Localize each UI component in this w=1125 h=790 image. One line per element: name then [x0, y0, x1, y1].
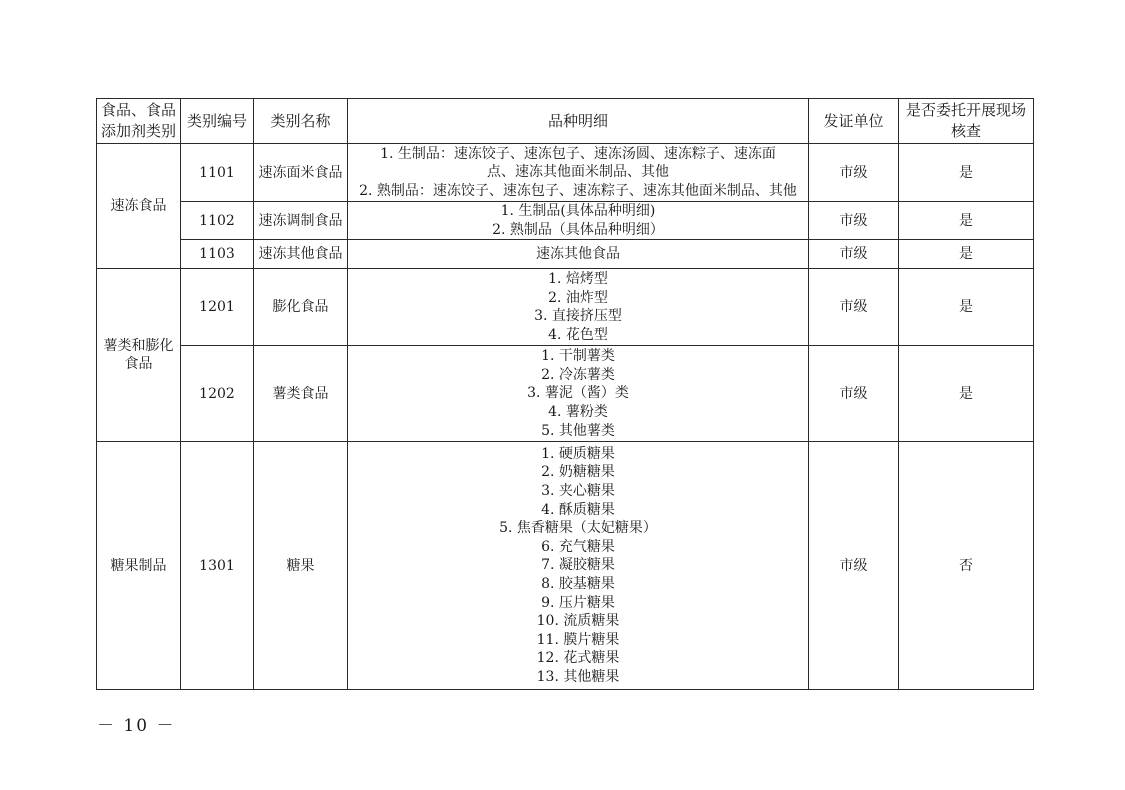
detail-line: 2. 熟制品：速冻饺子、速冻包子、速冻粽子、速冻其他面米制品、其他 [359, 182, 797, 199]
table-row [97, 240, 1034, 269]
category-cell: 薯类和膨化食品 [97, 269, 181, 442]
detail-line: 8. 胶基糖果 [541, 575, 615, 592]
table-row [97, 442, 1034, 690]
detail-line: 1. 焙烤型 [548, 271, 608, 287]
detail-line: 速冻其他食品 [536, 245, 620, 262]
code-cell: 1103 [181, 240, 254, 269]
code-cell: 1102 [181, 202, 254, 240]
table-row [97, 346, 1034, 442]
onsite-cell: 是 [899, 346, 1034, 442]
details-cell [348, 144, 809, 202]
table-row [97, 269, 1034, 346]
detail-line: 12. 花式糖果 [536, 650, 620, 667]
detail-line: 3. 薯泥（酱）类 [527, 385, 629, 402]
detail-line: 2. 冷冻薯类 [541, 366, 615, 383]
detail-line: 1. 生制品：速冻饺子、速冻包子、速冻汤圆、速冻粽子、速冻面 [380, 145, 776, 162]
name-cell: 膨化食品 [254, 269, 348, 346]
code-cell: 1201 [181, 269, 254, 346]
onsite-cell: 否 [899, 442, 1034, 690]
detail-line: 4. 酥质糖果 [541, 501, 615, 518]
header-category: 食品、食品添加剂类别 [97, 99, 181, 144]
detail-line: 1. 生制品(具体品种明细) [500, 203, 656, 219]
table-row [97, 144, 1034, 202]
details-cell [348, 240, 809, 269]
header-row [97, 99, 1034, 144]
onsite-cell: 是 [899, 144, 1034, 202]
header-issuer: 发证单位 [809, 99, 899, 144]
detail-line: 2. 油炸型 [548, 289, 608, 306]
detail-line: 2. 奶糖糖果 [541, 464, 615, 481]
name-cell: 糖果 [254, 442, 348, 690]
food-category-table [96, 98, 1034, 690]
category-cell: 速冻食品 [97, 144, 181, 269]
header-onsite: 是否委托开展现场核查 [899, 99, 1034, 144]
name-cell: 速冻面米食品 [254, 144, 348, 202]
detail-line: 7. 凝胶糖果 [541, 557, 615, 574]
name-cell: 薯类食品 [254, 346, 348, 442]
issuer-cell: 市级 [809, 442, 899, 690]
onsite-cell: 是 [899, 240, 1034, 269]
header-name: 类别名称 [254, 99, 348, 144]
detail-line: 13. 其他糖果 [536, 668, 620, 685]
issuer-cell: 市级 [809, 240, 899, 269]
detail-line: 3. 直接挤压型 [534, 308, 622, 325]
page-number: － 10 － [97, 716, 176, 736]
detail-line: 6. 充气糖果 [541, 538, 615, 555]
detail-line: 11. 膜片糖果 [536, 631, 620, 648]
category-cell: 糖果制品 [97, 442, 181, 690]
issuer-cell: 市级 [809, 202, 899, 240]
name-cell: 速冻其他食品 [254, 240, 348, 269]
detail-line: 5. 焦香糖果（太妃糖果） [499, 520, 657, 537]
table-row [97, 202, 1034, 240]
detail-line: 3. 夹心糖果 [541, 483, 615, 500]
detail-line: 点、速冻其他面米制品、其他 [487, 164, 669, 181]
code-cell: 1202 [181, 346, 254, 442]
onsite-cell: 是 [899, 269, 1034, 346]
detail-line: 9. 压片糖果 [541, 594, 615, 611]
issuer-cell: 市级 [809, 346, 899, 442]
name-cell: 速冻调制食品 [254, 202, 348, 240]
details-cell [348, 202, 809, 240]
detail-line: 2. 熟制品（具体品种明细） [492, 221, 664, 238]
detail-line: 4. 薯粉类 [548, 403, 608, 420]
details-cell [348, 346, 809, 442]
detail-line: 1. 硬质糖果 [541, 445, 615, 462]
header-details: 品种明细 [348, 99, 809, 144]
detail-line: 1. 干制薯类 [541, 348, 615, 365]
issuer-cell: 市级 [809, 269, 899, 346]
code-cell: 1101 [181, 144, 254, 202]
detail-line: 5. 其他薯类 [541, 422, 615, 439]
issuer-cell: 市级 [809, 144, 899, 202]
onsite-cell: 是 [899, 202, 1034, 240]
detail-line: 10. 流质糖果 [536, 613, 620, 630]
header-code: 类别编号 [181, 99, 254, 144]
details-cell [348, 269, 809, 346]
details-cell [348, 442, 809, 690]
detail-line: 4. 花色型 [548, 326, 608, 343]
code-cell: 1301 [181, 442, 254, 690]
